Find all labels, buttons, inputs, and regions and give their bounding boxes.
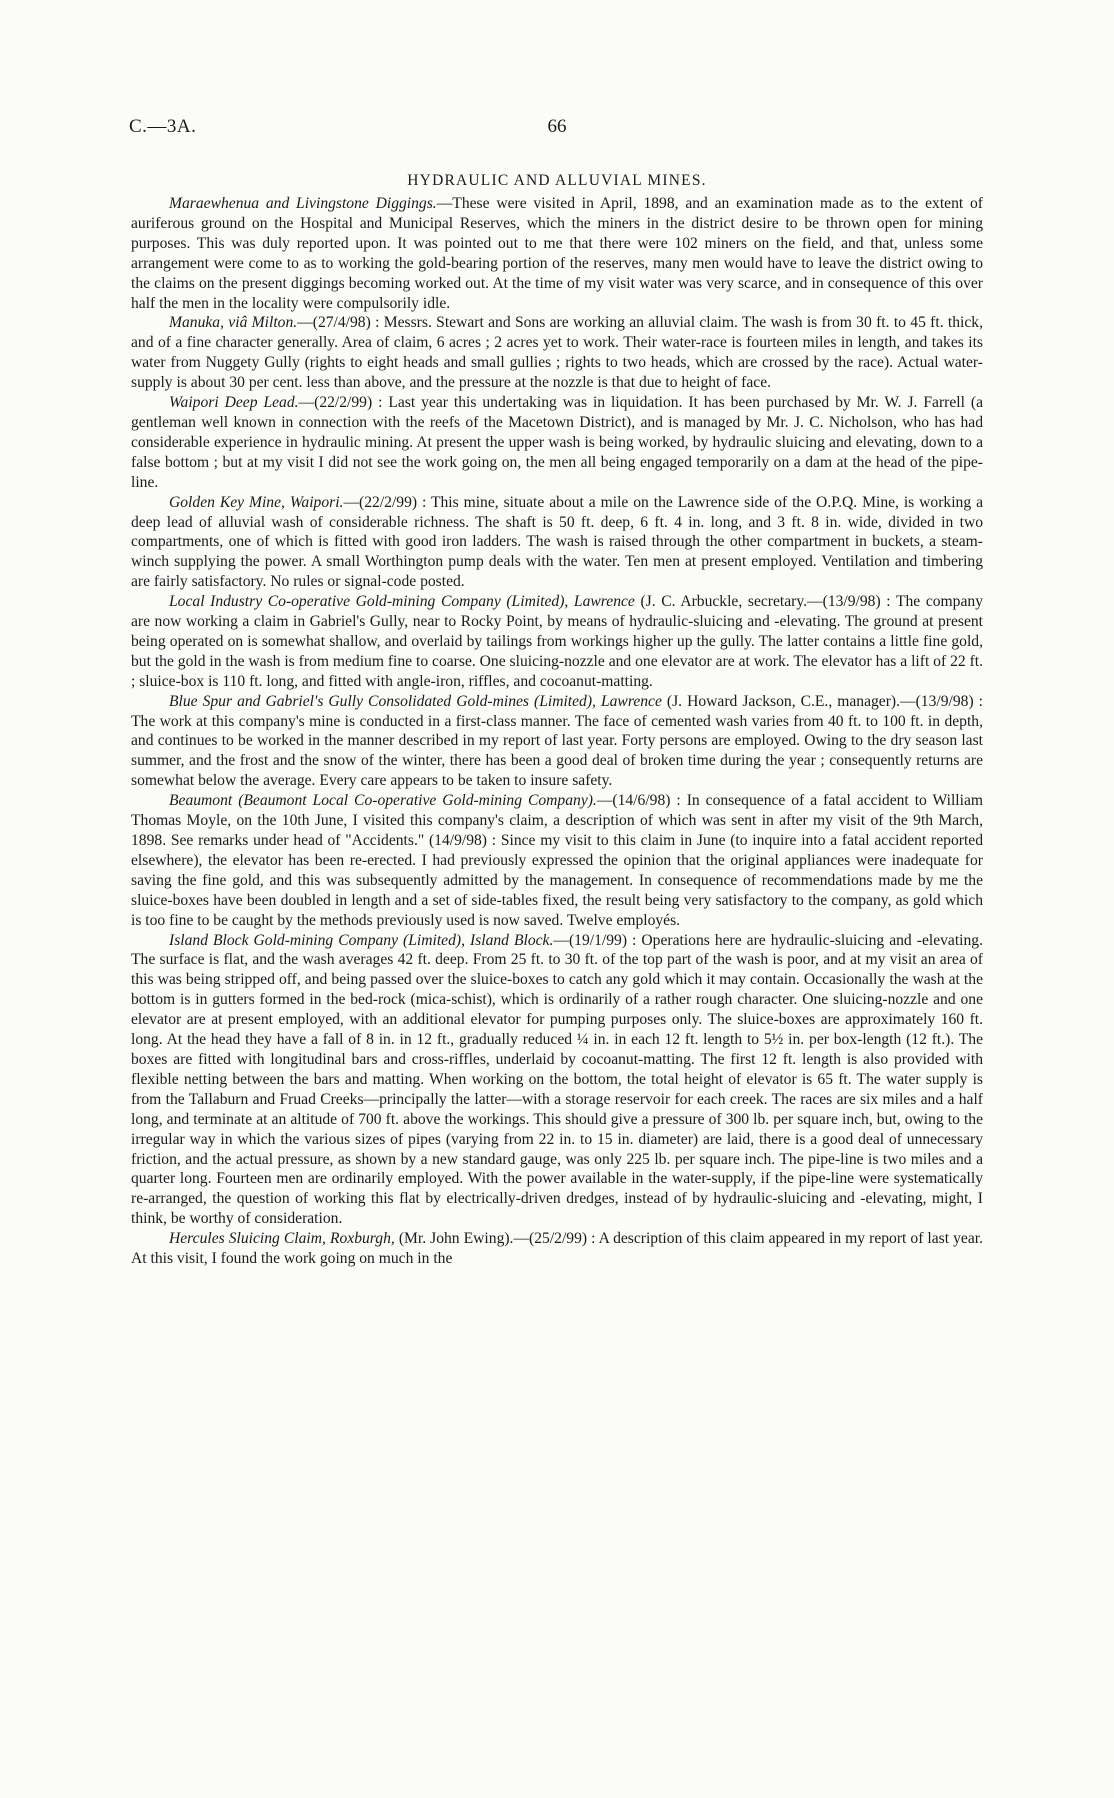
paragraph-heading: Blue Spur and Gabriel's Gully Consolidated Gold-mines (Limited), Lawrence <box>169 692 662 710</box>
paragraph-text: —These were visited in April, 1898, and an examination made as to the extent of auriferous ground on the Hospital and Municipal Reserves, which the miners in the district desire to be thrown open for mining purposes. This was duly reported upon. It was pointed out to me that there were 102 miners on the field, and that, unless some arrangement were come to as to working the gold-bearing portion of the reserves, many men would have to leave the district owing to the claims on the present diggings becoming worked out. At the time of my visit water was very scarce, and in consequence of this over half the men in the locality were compulsorily idle. <box>131 195 983 312</box>
paragraph <box>131 692 983 792</box>
paragraph <box>131 931 983 1230</box>
paragraph-heading: Maraewhenua and Livingstone Diggings. <box>169 195 437 212</box>
paragraph-heading: Local Industry Co-operative Gold-mining Company (Limited), Lawrence <box>169 593 635 611</box>
paragraph-heading: Manuka, viâ Milton. <box>169 314 298 332</box>
paragraph-text: (Mr. John Ewing).—(25/2/99) : A description of this claim appeared in my report of last year. At this visit, I found the work going on much in the <box>131 1230 983 1268</box>
paragraph <box>131 313 983 393</box>
paragraph <box>131 1229 983 1269</box>
paragraph-heading: Waipori Deep Lead. <box>169 394 299 412</box>
paragraph <box>131 791 983 930</box>
paragraph <box>131 194 983 313</box>
paragraph <box>131 393 983 493</box>
paragraph-text: (J. Howard Jackson, C.E., manager).—(13/9/98) : The work at this company's mine is conducted in a first-class manner. The face of cemented wash varies from 40 ft. to 100 ft. in depth, and continues to be worked in the manner described in my report of last year. Forty persons are employed. Owing to the dry season last summer, and the frost and the snow of the winter, there has been a good deal of broken time during the year ; consequently returns are somewhat below the average. Every care appears to be taken to insure safety. <box>131 692 983 790</box>
paragraph-heading: Island Block Gold-mining Company (Limited), Island Block. <box>169 931 554 949</box>
section-title: HYDRAULIC AND ALLUVIAL MINES. <box>407 172 707 189</box>
paragraph-text: —(22/2/99) : This mine, situate about a mile on the Lawrence side of the O.P.Q. Mine, is working a deep lead of alluvial wash of considerable richness. The shaft is 50 ft. deep, 6 ft. 4 in. long, and 3 ft. 8 in. wide, divided in two compartments, one of which is fitted with good iron ladders. The wash is raised through the other compartment in buckets, a steam-winch supplying the power. A small Worthington pump deals with the water. Ten men at present employed. Ventilation and timbering are fairly satisfactory. No rules or signal-code posted. <box>131 493 983 591</box>
body-text <box>131 194 983 1269</box>
paragraph-text: —(27/4/98) : Messrs. Stewart and Sons are working an alluvial claim. The wash is from 30 ft. to 45 ft. thick, and of a fine character generally. Area of claim, 6 acres ; 2 acres yet to work. Their water-race is fourteen miles in length, and takes its water from Nuggety Gully (rights to eight heads and small gullies ; rights to two heads, which are crossed by the race). Actual water-supply is about 30 per cent. less than above, and the pressure at the nozzle is that due to height of face. <box>131 314 984 392</box>
paragraph <box>131 592 983 692</box>
paragraph-heading: Beaumont (Beaumont Local Co-operative Gold-mining Company). <box>169 792 597 810</box>
paragraph-text: (J. C. Arbuckle, secretary.—(13/9/98) : The company are now working a claim in Gabriel's Gully, near to Rocky Point, by means of hydraulic-sluicing and -elevating. The ground at present being operated on is somewhat shallow, and overlaid by tailings from workings higher up the gully. The latter contains a little fine gold, but the gold in the wash is from medium fine to coarse. One sluicing-nozzle and one elevator are at work. The elevator has a lift of 22 ft. ; sluice-box is 110 ft. long, and fitted with angle-iron, riffles, and cocoanut-matting. <box>131 593 983 690</box>
paragraph-text: —(22/2/99) : Last year this undertaking was in liquidation. It has been purchased by Mr. W. J. Farrell (a gentleman well known in connection with the reefs of the Macetown District), and is managed by Mr. J. C. Nicholson, who has had considerable experience in hydraulic mining. At present the upper wash is being worked, by hydraulic sluicing and elevating, down to a false bottom ; but at my visit I did not see the work going on, the men all being engaged temporarily on a dam at the head of the pipe-line. <box>131 394 983 491</box>
document-code: C.—3A. <box>129 116 197 137</box>
paragraph-heading: Hercules Sluicing Claim, Roxburgh, <box>169 1230 395 1248</box>
page-number: 66 <box>547 116 567 137</box>
paragraph-text: —(19/1/99) : Operations here are hydraulic-sluicing and -elevating. The surface is flat, and the wash averages 42 ft. deep. From 25 ft. to 30 ft. of the top part of the wash is poor, and at my visit an area of this was being stripped off, and being passed over the sluice-boxes to catch any gold which it may contain. Occasionally the wash at the bottom is in gutters formed in the bed-rock (mica-schist), which is ordinarily of a rather rough character. One sluicing-nozzle and one elevator are at present employed, with an additional elevator for pumping purposes only. The sluice-boxes are approximately 160 ft. long. At the head they have a fall of 8 in. in 12 ft., gradually reduced ¼ in. in each 12 ft. length to 5½ in. per box-length (12 ft.). The boxes are fitted with longitudinal bars and cross-riffles, underlaid by cocoanut-matting. The first 12 ft. length is also provided with flexible netting between the bars and matting. When working on the bottom, the total height of elevator is 65 ft. The water supply is from the Tallaburn and Fruad Creeks—principally the latter—with a storage reservoir for each creek. The races are six miles and a half long, and terminate at an altitude of 700 ft. above the workings. This should give a pressure of 300 lb. per square inch, but, owing to the irregular way in which the various sizes of pipes (varying from 22 in. to 15 in. diameter) are laid, there is a good deal of unnecessary friction, and the actual pressure, as shown by a new standard gauge, was only 225 lb. per square inch. The pipe-line is two miles and a quarter long. Fourteen men are ordinarily employed. With the power available in the water-supply, if the pipe-line were systematically re-arranged, the question of working this flat by electrically-driven dredges, instead of by hydraulic-sluicing and -elevating, might, I think, be worthy of consideration. <box>131 931 983 1228</box>
paragraph-text: —(14/6/98) : In consequence of a fatal accident to William Thomas Moyle, on the 10th June, I visited this company's claim, a description of which was sent in after my visit of the 9th March, 1898. See remarks under head of "Accidents." (14/9/98) : Since my visit to this claim in June (to inquire into a fatal accident reported elsewhere), the elevator has been re-erected. I had previously expressed the opinion that the original appliances were inadequate for saving the fine gold, and this was subsequently admitted by the management. In consequence of recommendations made by me the sluice-boxes have been doubled in length and a set of side-tables fixed, the result being very satisfactory to the company, as gold which is too fine to be caught by the methods previously used is now saved. Twelve employés. <box>131 792 983 929</box>
paragraph <box>131 493 983 593</box>
paragraph-heading: Golden Key Mine, Waipori. <box>169 493 344 511</box>
page-header <box>129 116 985 146</box>
